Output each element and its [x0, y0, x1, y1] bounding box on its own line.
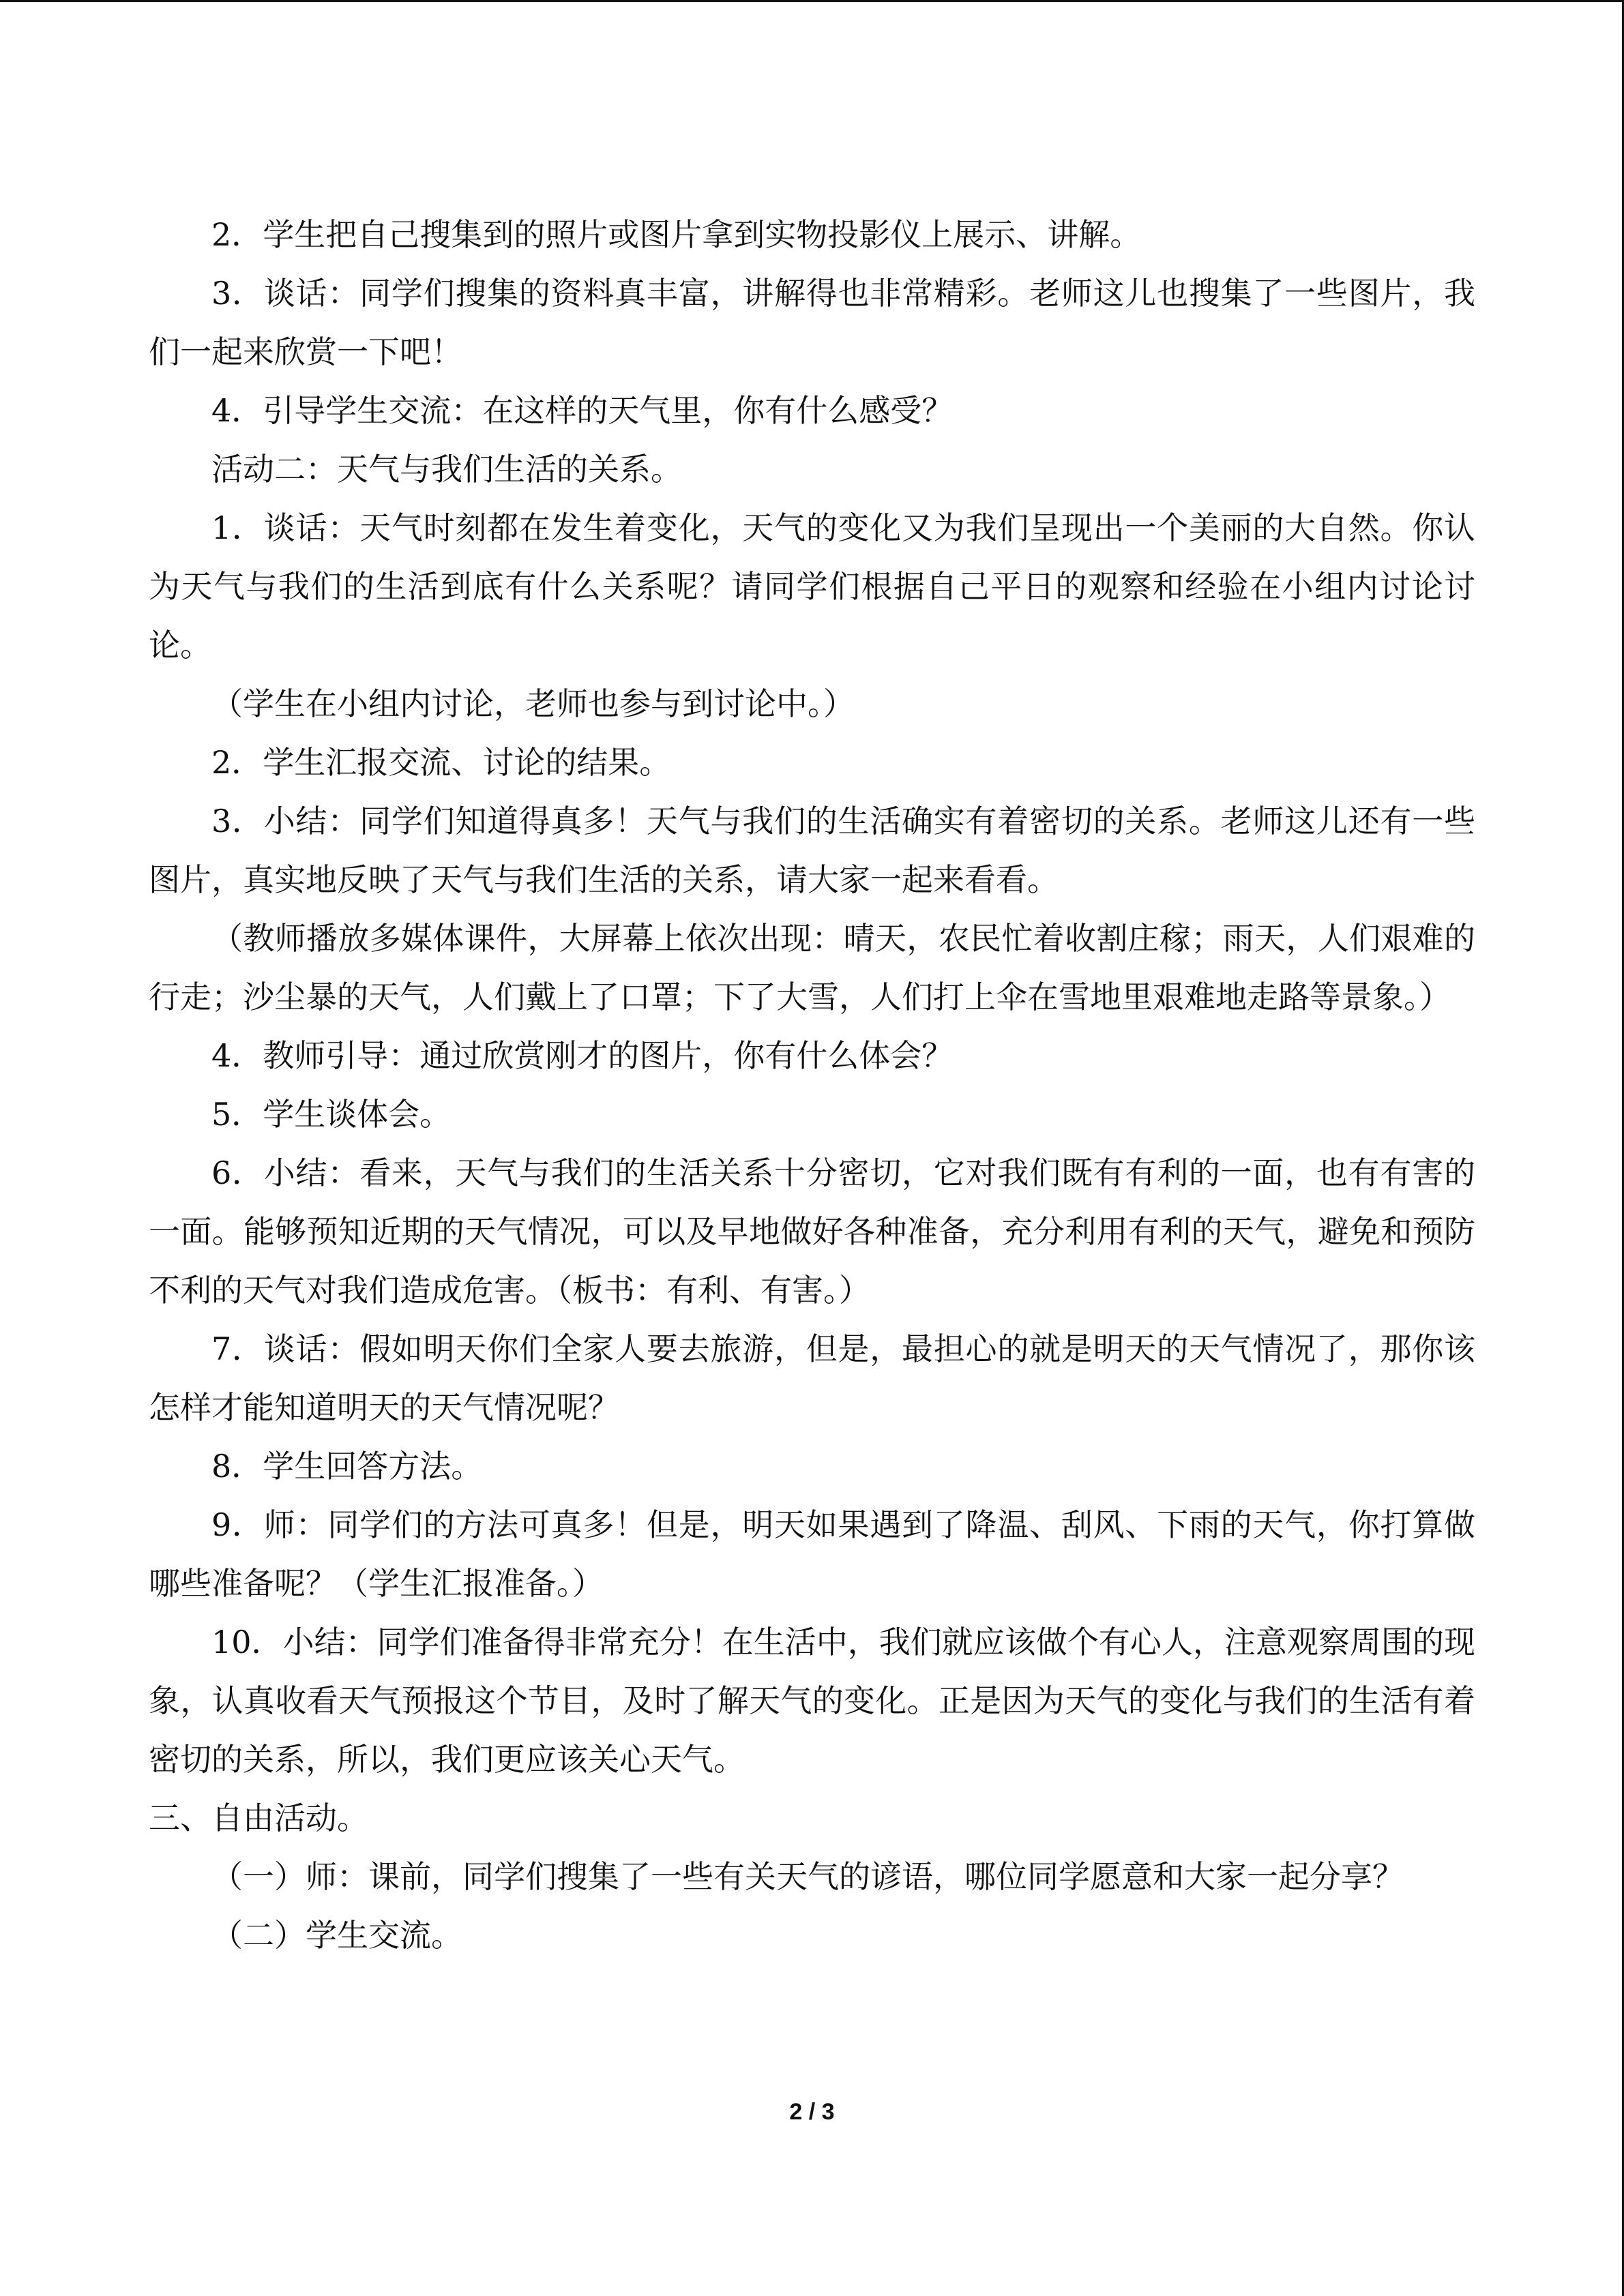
paragraph-activity-two-step-6: 6．小结：看来，天气与我们的生活关系十分密切，它对我们既有有利的一面，也有有害的一面。能够预知近期的天气情况，可以及早地做好各种准备，充分利用有利的天气，避免和预防不利的天气对我们造成危害。（板书：有利、有害。）: [149, 1154, 1475, 1309]
section-three-heading: 三、自由活动。: [149, 1800, 368, 1836]
paragraph-group-discussion-note: （学生在小组内讨论，老师也参与到讨论中。）: [211, 685, 855, 722]
document-body: [149, 205, 1475, 1965]
paragraph-activity-two-step-4: 4．教师引导：通过欣赏刚才的图片，你有什么体会？: [211, 1037, 954, 1074]
paragraph-activity-two-step-8: 8．学生回答方法。: [211, 1448, 483, 1485]
top-border-line: [0, 0, 1624, 2]
paragraph-section-three-item-2: （二）学生交流。: [211, 1917, 462, 1954]
paragraph-step-2-show-photos: 2．学生把自己搜集到的照片或图片拿到实物投影仪上展示、讲解。: [211, 216, 1142, 253]
paragraph-step-4-guide-exchange: 4．引导学生交流：在这样的天气里，你有什么感受？: [211, 392, 954, 429]
paragraph-section-three-item-1: （一）师：课前，同学们搜集了一些有关天气的谚语，哪位同学愿意和大家一起分享？: [211, 1858, 1404, 1895]
activity-two-heading: 活动二：天气与我们生活的关系。: [211, 451, 682, 488]
paragraph-activity-two-step-7: 7．谈话：假如明天你们全家人要去旅游，但是，最担心的就是明天的天气情况了，那你该怎样才能知道明天的天气情况呢？: [149, 1330, 1475, 1426]
paragraph-activity-two-step-3: 3．小结：同学们知道得真多！天气与我们的生活确实有着密切的关系。老师这儿还有一些图片，真实地反映了天气与我们生活的关系，请大家一起来看看。: [149, 803, 1475, 898]
paragraph-activity-two-step-1: 1．谈话：天气时刻都在发生着变化，天气的变化又为我们呈现出一个美丽的大自然。你认为天气与我们的生活到底有什么关系呢？请同学们根据自己平日的观察和经验在小组内讨论讨论。: [149, 509, 1475, 664]
paragraph-activity-two-step-9: 9．师：同学们的方法可真多！但是，明天如果遇到了降温、刮风、下雨的天气，你打算做哪些准备呢？（学生汇报准备。）: [149, 1506, 1475, 1602]
paragraph-activity-two-step-2: 2．学生汇报交流、讨论的结果。: [211, 744, 671, 781]
paragraph-activity-two-step-10: 10．小结：同学们准备得非常充分！在生活中，我们就应该做个有心人，注意观察周围的现象，认真收看天气预报这个节目，及时了解天气的变化。正是因为天气的变化与我们的生活有着密切的关系，所以，我们更应该关心天气。: [149, 1624, 1475, 1778]
paragraph-multimedia-note: （教师播放多媒体课件，大屏幕上依次出现：晴天，农民忙着收割庄稼；雨天，人们艰难的行走；沙尘暴的天气，人们戴上了口罩；下了大雪，人们打上伞在雪地里艰难地走路等景象。）: [149, 920, 1475, 1015]
paragraph-step-3-talk-pictures: 3．谈话：同学们搜集的资料真丰富，讲解得也非常精彩。老师这儿也搜集了一些图片，我们一起来欣赏一下吧！: [149, 275, 1475, 370]
paragraph-activity-two-step-5: 5．学生谈体会。: [211, 1096, 452, 1133]
page-number: 2 / 3: [789, 2099, 835, 2125]
